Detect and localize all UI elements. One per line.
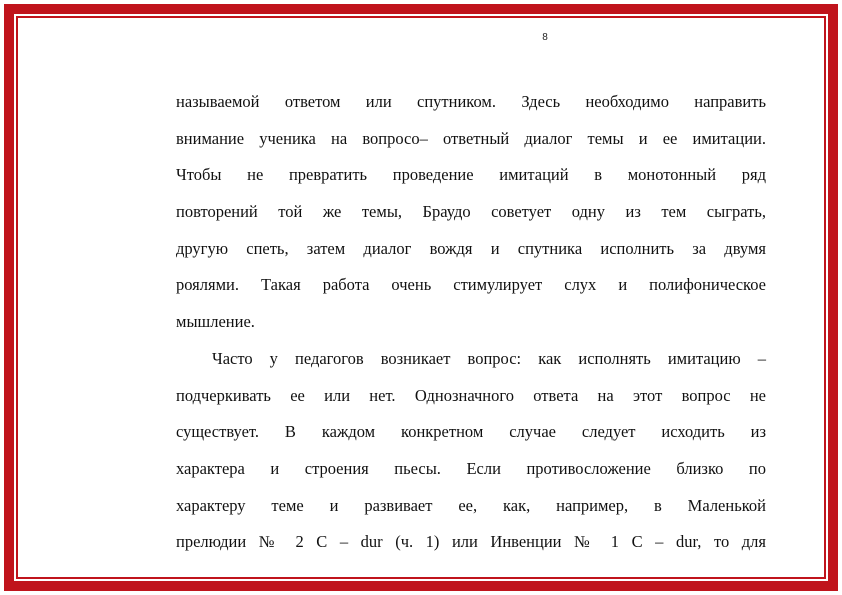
text-line: существует. В каждом конкретном случае следует исходить из — [176, 422, 766, 442]
document-body — [176, 84, 766, 561]
text-line: роялями. Такая работа очень стимулирует слух и полифоническое — [176, 275, 766, 295]
text-line: внимание ученика на вопросо– ответный диалог темы и ее имитации. — [176, 128, 766, 148]
text-line: другую спеть, затем диалог вождя и спутника исполнить за двумя — [176, 238, 766, 258]
text-line: мышление. — [176, 312, 255, 332]
text-line: подчеркивать ее или нет. Однозначного ответа на этот вопрос не — [176, 385, 766, 405]
text-line: характеру теме и развивает ее, как, например, в Маленькой — [176, 495, 766, 515]
text-line: называемой ответом или спутником. Здесь необходимо направить — [176, 92, 766, 111]
text-line: повторений той же темы, Браудо советует одну из тем сыграть, — [176, 202, 766, 222]
text-line: Часто у педагогов возникает вопрос: как исполнять имитацию – — [212, 348, 766, 368]
text-line: прелюдии № 2 С – dur (ч. 1) или Инвенции № 1 С – dur, то для — [176, 532, 766, 552]
text-line: характера и строения пьесы. Если противосложение близко по — [176, 458, 766, 478]
text-line: Чтобы не превратить проведение имитаций в монотонный ряд — [176, 165, 766, 185]
page-number: 8 — [542, 32, 548, 43]
